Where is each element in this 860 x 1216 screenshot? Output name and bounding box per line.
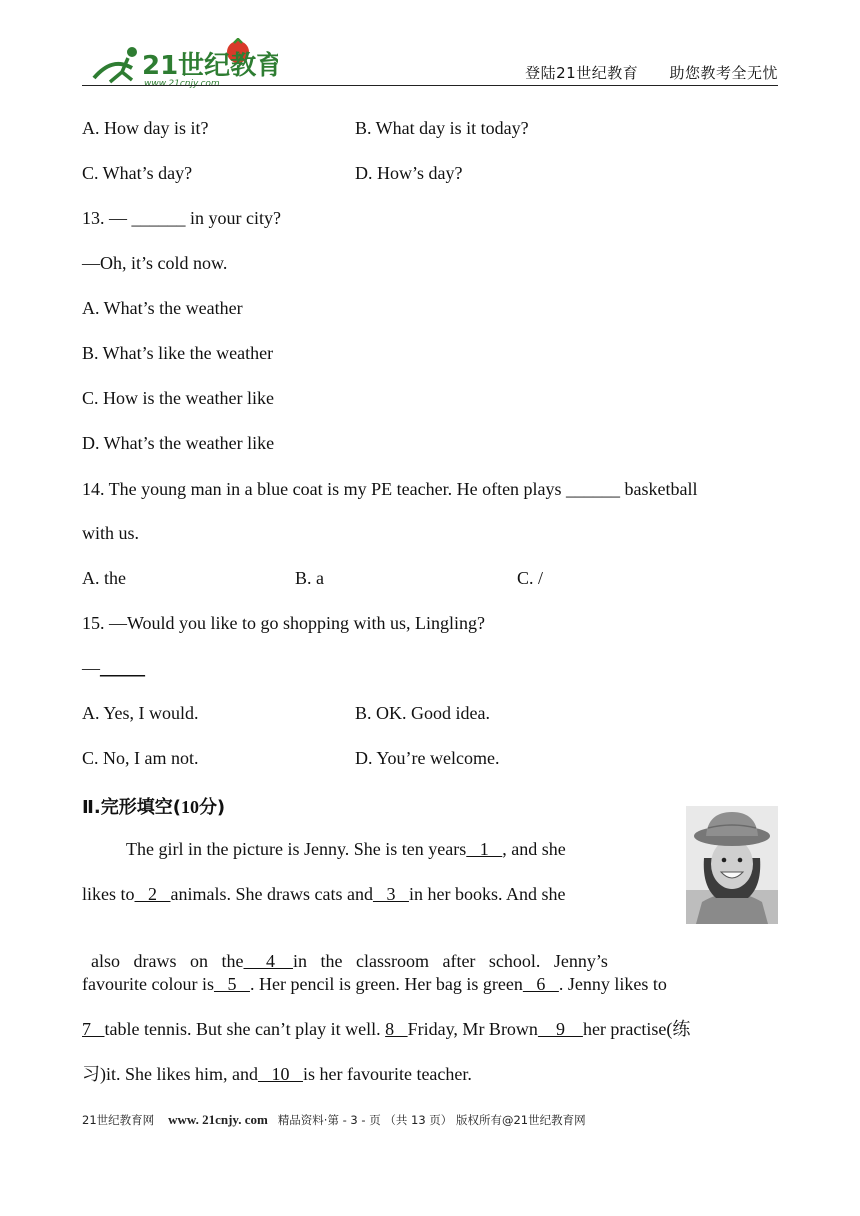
blank-5: 5 [213,974,250,994]
q12-option-b: B. What day is it today? [355,118,529,138]
passage-text: , and she [502,839,566,859]
header-text-login: 登陆21世纪教育 [525,64,639,82]
q12-option-a: A. How day is it? [82,118,209,138]
passage-text: Friday, Mr Brown [407,1019,538,1039]
blank-6: 6 [522,974,559,994]
blank-2: 2 [134,884,171,904]
blank-1: 1 [466,839,503,859]
blank-9: 9 [537,1019,583,1039]
q12-option-d: D. How’s day? [355,163,463,183]
section-title-cloze [82,793,225,819]
blank-3: 3 [372,884,409,904]
q15-option-row-1 [82,702,490,724]
section-score-number: 10 [180,797,199,817]
q15-reply-dash: — [82,658,100,678]
girl-portrait-image [686,806,778,924]
passage-line-2 [82,883,565,905]
passage-line-5 [82,1018,690,1040]
passage-text: table tennis. But she can’t play it well. [104,1019,386,1039]
passage-text: in her books. And she [408,884,566,904]
q15-answer-blank: _____ [100,658,145,678]
passage-line-4 [82,973,667,995]
q14-option-a: A. the [82,568,126,588]
q13-option-c: C. How is the weather like [82,388,274,408]
passage-text: her practise(练 [582,1019,691,1039]
q13-option-b: B. What’s like the weather [82,343,274,363]
blank-4: 4 [243,951,293,971]
passage-line-6 [82,1063,472,1085]
site-logo [88,38,278,90]
q14-stem-line1: 14. The young man in a blue coat is my PE teacher. He often plays ______ basketball [82,479,698,499]
passage-text: . Jenny likes to [558,974,667,994]
girl-photo [686,806,778,924]
header-divider [82,85,778,86]
q15-option-d: D. You’re welcome. [355,748,500,768]
footer-brand: 21世纪教育网 [82,1113,155,1127]
passage-text: in the classroom after school. Jenny’s [292,951,608,971]
q15-stem: 15. —Would you like to go shopping with us, Lingling? [82,613,486,633]
q15-option-b: B. OK. Good idea. [355,703,490,723]
q12-option-c: C. What’s day? [82,163,193,183]
header-slogan [525,62,778,83]
logo-url: www.21cnjy.com [144,79,220,89]
logo-text: 21世纪教育 [142,51,278,81]
q14-options [82,567,544,589]
section-number: Ⅱ. [82,797,101,818]
section-score-open: ( [172,797,181,818]
blank-10: 10 [257,1064,303,1084]
section-score-unit: 分) [198,797,226,818]
passage-line-3 [82,928,608,972]
q12-option-row-1 [82,117,529,139]
passage-text: . Her pencil is green. Her bag is green [249,974,523,994]
passage-text: 习)it. She likes him, and [82,1064,258,1084]
passage-text: favourite colour is [82,974,214,994]
q15-option-a: A. Yes, I would. [82,703,199,723]
footer-page-info: 精品资料·第 - 3 - 页 （共 13 页） 版权所有@21世纪教育网 [277,1113,586,1127]
q15-option-c: C. No, I am not. [82,748,199,768]
q12-option-row-2 [82,162,463,184]
passage-text: also draws on the [91,951,244,971]
blank-7: 7 [82,1019,105,1039]
q15-reply [82,657,145,679]
q14-stem-line2: with us. [82,523,140,543]
passage-line-1 [126,838,566,860]
q13-option-a: A. What’s the weather [82,298,243,318]
passage-text: The girl in the picture is Jenny. She is ten years [126,839,467,859]
q14-option-b: B. a [295,568,324,588]
header-text-slogan: 助您教考全无忧 [669,64,778,82]
passage-text: animals. She draws cats and [170,884,373,904]
q13-reply: —Oh, it’s cold now. [82,253,228,273]
logo-graphic [88,38,278,90]
blank-8: 8 [385,1019,408,1039]
page-footer [82,1112,586,1128]
q14-option-c: C. / [517,568,544,588]
footer-site-link[interactable]: www. 21cnjy. com [168,1112,268,1127]
section-heading: 完形填空 [100,797,173,818]
q13-stem: 13. — ______ in your city? [82,208,281,228]
q15-option-row-2 [82,747,500,769]
q13-option-d: D. What’s the weather like [82,433,275,453]
passage-text: is her favourite teacher. [302,1064,472,1084]
passage-text: likes to [82,884,135,904]
